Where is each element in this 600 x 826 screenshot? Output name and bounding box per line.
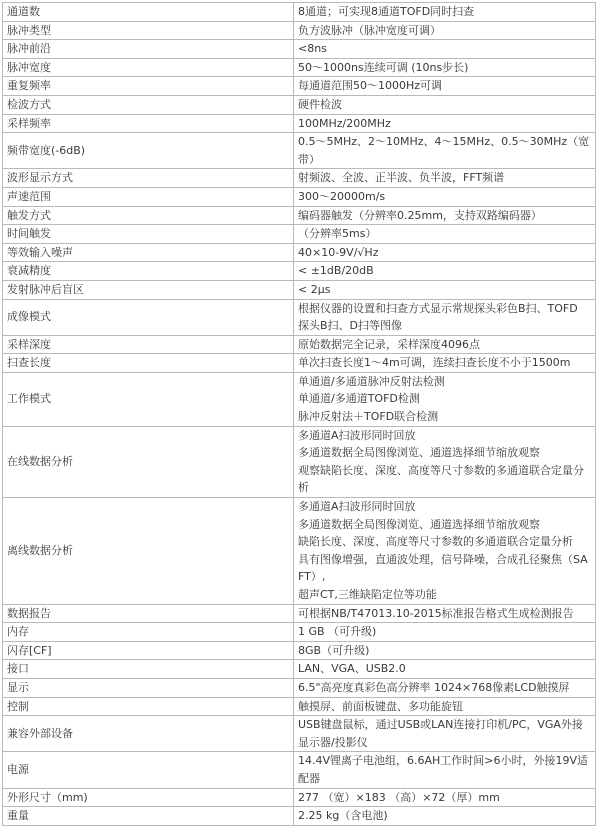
spec-value	[294, 169, 596, 188]
spec-value	[294, 354, 596, 373]
spec-value-line: 单通道/多通道脉冲反射法检测	[298, 374, 445, 388]
spec-label: 接口	[3, 660, 294, 679]
spec-label: 检波方式	[3, 95, 294, 114]
spec-row	[3, 206, 596, 225]
spec-value	[294, 641, 596, 660]
spec-value-line: 单次扫查长度1～4m可调，连续扫查长度不小于1500m	[298, 356, 571, 370]
spec-row	[3, 133, 596, 169]
spec-value-line: 多通道A扫波形同时回放	[298, 500, 416, 514]
spec-value-line: 原始数据完全记录，采样深度4096点	[298, 337, 480, 351]
spec-row	[3, 262, 596, 281]
spec-value-line: 配器	[298, 771, 320, 785]
spec-label: 波形显示方式	[3, 169, 294, 188]
spec-label: 电源	[3, 752, 294, 788]
spec-value	[294, 3, 596, 22]
spec-value-line: 可根据NB/T47013.10-2015标准报告格式生成检测报告	[298, 606, 574, 620]
spec-row	[3, 114, 596, 133]
spec-label: 时间触发	[3, 225, 294, 244]
spec-value	[294, 299, 596, 335]
spec-value-line: 6.5"高亮度真彩色高分辨率 1024×768像素LCD触摸屏	[298, 680, 570, 694]
spec-value-line: 析	[298, 481, 309, 495]
spec-row	[3, 58, 596, 77]
spec-label: 频带宽度(-6dB)	[3, 133, 294, 169]
spec-label: 在线数据分析	[3, 426, 294, 497]
spec-label: 显示	[3, 678, 294, 697]
spec-value-line: 每通道范围50～1000Hz可调	[298, 79, 443, 93]
spec-row	[3, 354, 596, 373]
spec-label: 数据报告	[3, 604, 294, 623]
spec-label: 外形尺寸（mm)	[3, 788, 294, 807]
spec-row	[3, 807, 596, 826]
spec-value-line: 脉冲反射法＋TOFD联合检测	[298, 410, 439, 424]
spec-value-line: <8ns	[298, 42, 327, 56]
spec-table-body	[3, 3, 596, 826]
spec-row	[3, 187, 596, 206]
spec-row	[3, 3, 596, 22]
spec-table-container	[2, 2, 596, 826]
spec-row	[3, 40, 596, 59]
spec-value-line: FT）,	[298, 570, 326, 584]
spec-label: 内存	[3, 623, 294, 642]
spec-label: 重复频率	[3, 77, 294, 96]
spec-value-line: （分辨率5ms）	[298, 227, 377, 241]
spec-value	[294, 426, 596, 497]
spec-row	[3, 716, 596, 752]
spec-label: 脉冲宽度	[3, 58, 294, 77]
spec-value-line: 多通道A扫波形同时回放	[298, 428, 416, 442]
spec-row	[3, 243, 596, 262]
spec-value-line: 50～1000ns连续可调 (10ns步长)	[298, 60, 469, 74]
spec-value-line: 缺陷长度、深度、高度等尺寸参数的多通道联合定量分析	[298, 535, 573, 549]
spec-value-line: LAN、VGA、USB2.0	[298, 662, 406, 676]
spec-value-line: 2.25 kg（含电池)	[298, 809, 388, 823]
spec-value	[294, 678, 596, 697]
spec-label: 闪存[CF]	[3, 641, 294, 660]
spec-value	[294, 40, 596, 59]
spec-row	[3, 280, 596, 299]
spec-row	[3, 95, 596, 114]
spec-row	[3, 678, 596, 697]
spec-value	[294, 660, 596, 679]
spec-label: 脉冲前沿	[3, 40, 294, 59]
spec-table	[2, 2, 596, 826]
spec-value-line: 带）	[298, 152, 320, 166]
spec-value-line: 显示器/投影仪	[298, 735, 368, 749]
spec-row	[3, 299, 596, 335]
spec-label: 扫查长度	[3, 354, 294, 373]
spec-value-line: < 2μs	[298, 282, 331, 296]
spec-label: 采样深度	[3, 335, 294, 354]
spec-value-line: 8GB（可升级)	[298, 643, 370, 657]
spec-value-line: 射频波、全波、正半波、负半波，FFT频谱	[298, 171, 505, 185]
spec-row	[3, 752, 596, 788]
spec-value	[294, 716, 596, 752]
spec-value-line: USB键盘鼠标，通过USB或LAN连接打印机/PC，VGA外接	[298, 718, 583, 732]
spec-value-line: 1 GB （可升级)	[298, 625, 377, 639]
spec-value	[294, 206, 596, 225]
spec-label: 离线数据分析	[3, 498, 294, 605]
spec-value-line: 触摸屏、前面板键盘、多功能旋钮	[298, 699, 463, 713]
spec-label: 采样频率	[3, 114, 294, 133]
spec-label: 触发方式	[3, 206, 294, 225]
spec-value-line: 负方波脉冲（脉冲宽度可调）	[298, 23, 441, 37]
spec-row	[3, 335, 596, 354]
spec-label: 通道数	[3, 3, 294, 22]
spec-value-line: 单通道/多通道TOFD检测	[298, 392, 420, 406]
spec-value-line: 277 （宽）×183 （高）×72（厚）mm	[298, 790, 500, 804]
spec-row	[3, 169, 596, 188]
spec-value	[294, 498, 596, 605]
spec-label: 脉冲类型	[3, 21, 294, 40]
spec-row	[3, 372, 596, 426]
spec-value	[294, 280, 596, 299]
spec-row	[3, 77, 596, 96]
spec-value-line: 根据仪器的设置和扫查方式显示常规探头彩色B扫、TOFD	[298, 301, 578, 315]
spec-label: 控制	[3, 697, 294, 716]
spec-value	[294, 604, 596, 623]
spec-value-line: 0.5～5MHz、2～10MHz、4～15MHz、0.5～30MHz（宽	[298, 135, 590, 149]
spec-value-line: < ±1dB/20dB	[298, 264, 374, 278]
spec-value-line: 具有图像增强，直通波处理，信号降噪，合成孔径聚焦（SA	[298, 552, 588, 566]
spec-row	[3, 225, 596, 244]
spec-value	[294, 752, 596, 788]
spec-value	[294, 114, 596, 133]
spec-value	[294, 697, 596, 716]
spec-value	[294, 807, 596, 826]
spec-value	[294, 623, 596, 642]
spec-value-line: 观察缺陷长度、深度、高度等尺寸参数的多通道联合定量分	[298, 463, 584, 477]
spec-value	[294, 187, 596, 206]
spec-value-line: 硬件检波	[298, 97, 342, 111]
spec-value-line: 8通道；可实现8通道TOFD同时扫查	[298, 5, 475, 18]
spec-value-line: 超声CT,三维缺陷定位等功能	[298, 588, 437, 601]
spec-value	[294, 77, 596, 96]
spec-row	[3, 426, 596, 497]
spec-label: 衰减精度	[3, 262, 294, 281]
spec-row	[3, 498, 596, 605]
spec-value-line: 100MHz/200MHz	[298, 116, 391, 130]
spec-label: 重量	[3, 807, 294, 826]
spec-row	[3, 21, 596, 40]
spec-value-line: 14.4V锂离子电池组，6.6AH工作时间>6小时，外接19V适	[298, 754, 589, 768]
spec-row	[3, 641, 596, 660]
spec-value-line: 探头B扫、D扫等图像	[298, 319, 403, 333]
spec-value-line: 多通道数据全局图像浏览、通道选择细节缩放观察	[298, 517, 540, 531]
spec-value	[294, 21, 596, 40]
spec-label: 发射脉冲后盲区	[3, 280, 294, 299]
spec-row	[3, 623, 596, 642]
spec-label: 等效输入噪声	[3, 243, 294, 262]
spec-label: 兼容外部设备	[3, 716, 294, 752]
spec-value	[294, 262, 596, 281]
spec-value	[294, 58, 596, 77]
spec-value	[294, 372, 596, 426]
spec-value	[294, 243, 596, 262]
spec-label: 成像模式	[3, 299, 294, 335]
spec-value	[294, 225, 596, 244]
spec-row	[3, 697, 596, 716]
spec-value-line: 编码器触发（分辨率0.25mm，支持双路编码器）	[298, 208, 542, 222]
spec-label: 工作模式	[3, 372, 294, 426]
spec-value-line: 40×10-9V/√Hz	[298, 245, 379, 259]
spec-value-line: 多通道数据全局图像浏览、通道选择细节缩放观察	[298, 446, 540, 460]
spec-label: 声速范围	[3, 187, 294, 206]
spec-value	[294, 95, 596, 114]
spec-row	[3, 660, 596, 679]
spec-value-line: 300～20000m/s	[298, 189, 386, 203]
spec-row	[3, 604, 596, 623]
spec-value	[294, 335, 596, 354]
spec-value	[294, 133, 596, 169]
